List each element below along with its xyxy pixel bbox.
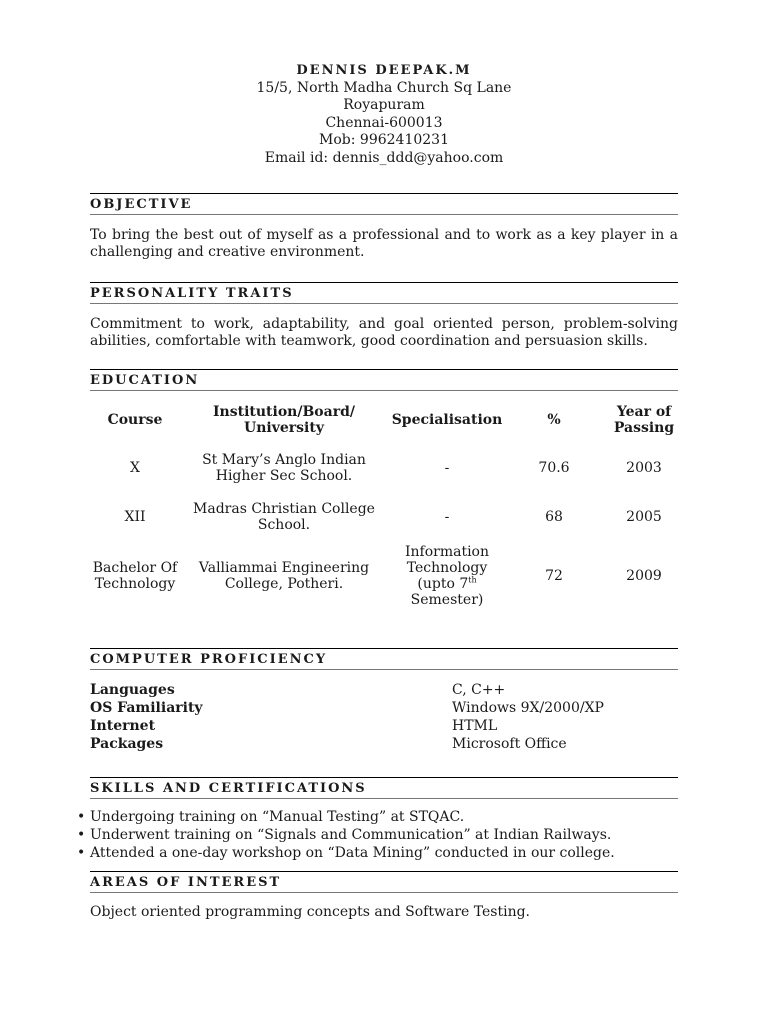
row-specialisation [388, 543, 506, 609]
table-row [90, 543, 686, 609]
header-year [602, 395, 686, 445]
row-institution-line-2: School. [257, 517, 311, 533]
row-percent: 72 [545, 568, 563, 584]
row-institution-line-1: St Mary’s Anglo Indian [202, 452, 366, 468]
row-spec-line-2: Technology [406, 560, 488, 576]
objective-text: To bring the best out of myself as a professional and to work as a key player in a challenging and creative environment. [90, 227, 678, 260]
candidate-name: DENNIS DEEPAK.M [296, 63, 472, 78]
list-item: • Underwent training on “Signals and Communication” at Indian Railways. [76, 826, 615, 844]
row-year: 2003 [626, 460, 662, 476]
mobile-number: Mob: 9962410231 [319, 132, 449, 148]
proficiency-label: Packages [90, 736, 164, 752]
areas-of-interest-heading: AREAS OF INTEREST [90, 871, 678, 893]
header-institution-line-2: University [244, 420, 324, 436]
address-line-2: Royapuram [343, 97, 425, 113]
header-year-line-1: Year of [616, 404, 672, 420]
education-table-header [90, 395, 686, 445]
header-course: Course [107, 412, 163, 428]
areas-of-interest-text: Object oriented programming concepts and Software Testing. [90, 904, 530, 920]
row-institution-line-1: Madras Christian College [193, 501, 375, 517]
header-percent: % [547, 412, 561, 428]
row-institution-line-1: Valliammai Engineering [198, 560, 370, 576]
table-row [90, 445, 686, 491]
row-year: 2005 [626, 509, 662, 525]
header-specialisation: Specialisation [391, 412, 503, 428]
skills-list [76, 808, 615, 862]
proficiency-value: Windows 9X/2000/XP [452, 700, 604, 716]
education-heading: EDUCATION [90, 369, 678, 391]
list-item: • Attended a one-day workshop on “Data Mining” conducted in our college. [76, 844, 615, 862]
row-percent: 70.6 [538, 460, 570, 476]
row-spec-line-1: Information [404, 544, 490, 560]
header-institution-line-1: Institution/Board/ [213, 404, 355, 420]
row-course [90, 543, 180, 609]
proficiency-value: C, C++ [452, 682, 506, 698]
row-institution-line-2: College, Potheri. [224, 576, 344, 592]
table-row [90, 491, 686, 543]
row-course-line-1: Bachelor Of [92, 560, 178, 576]
row-percent: 68 [545, 509, 563, 525]
row-specialisation: - [444, 460, 450, 476]
row-institution [180, 445, 388, 491]
computer-proficiency-heading: COMPUTER PROFICIENCY [90, 648, 678, 670]
row-spec-line-3 [388, 576, 506, 592]
row-course: X [130, 460, 140, 476]
email-address: Email id: dennis_ddd@yahoo.com [264, 149, 504, 166]
row-institution [180, 491, 388, 543]
list-item [90, 717, 678, 735]
proficiency-value: Microsoft Office [452, 736, 567, 752]
header-institution [180, 395, 388, 445]
row-institution [180, 543, 388, 609]
skills-heading: SKILLS AND CERTIFICATIONS [90, 777, 678, 799]
row-year: 2009 [626, 568, 662, 584]
address-line-1: 15/5, North Madha Church Sq Lane [256, 79, 512, 96]
proficiency-label: Internet [90, 718, 156, 734]
education-table [90, 395, 686, 609]
address-line-3: Chennai-600013 [325, 114, 443, 131]
row-course-line-2: Technology [94, 576, 176, 592]
list-item [90, 699, 678, 717]
personality-traits-heading: PERSONALITY TRAITS [90, 282, 678, 304]
objective-heading: OBJECTIVE [90, 193, 678, 215]
proficiency-label: OS Familiarity [90, 700, 203, 716]
computer-proficiency-list [90, 681, 678, 753]
row-course: XII [124, 509, 146, 525]
list-item [90, 681, 678, 699]
row-spec-line-4: Semester) [410, 592, 484, 608]
row-spec-line-3-text: (upto 7 [417, 576, 469, 592]
list-item [90, 735, 678, 753]
contact-header [0, 62, 768, 167]
proficiency-label: Languages [90, 682, 175, 698]
row-institution-line-2: Higher Sec School. [215, 468, 353, 484]
proficiency-value: HTML [452, 718, 498, 734]
personality-traits-text: Commitment to work, adaptability, and goal oriented person, problem-solving abilities, comfortable with teamwork, good coordination and persuasion skills. [90, 316, 678, 349]
list-item: • Undergoing training on “Manual Testing” at STQAC. [76, 808, 615, 826]
row-specialisation: - [444, 509, 450, 525]
header-year-line-2: Passing [613, 420, 675, 436]
row-spec-superscript: th [468, 575, 477, 585]
